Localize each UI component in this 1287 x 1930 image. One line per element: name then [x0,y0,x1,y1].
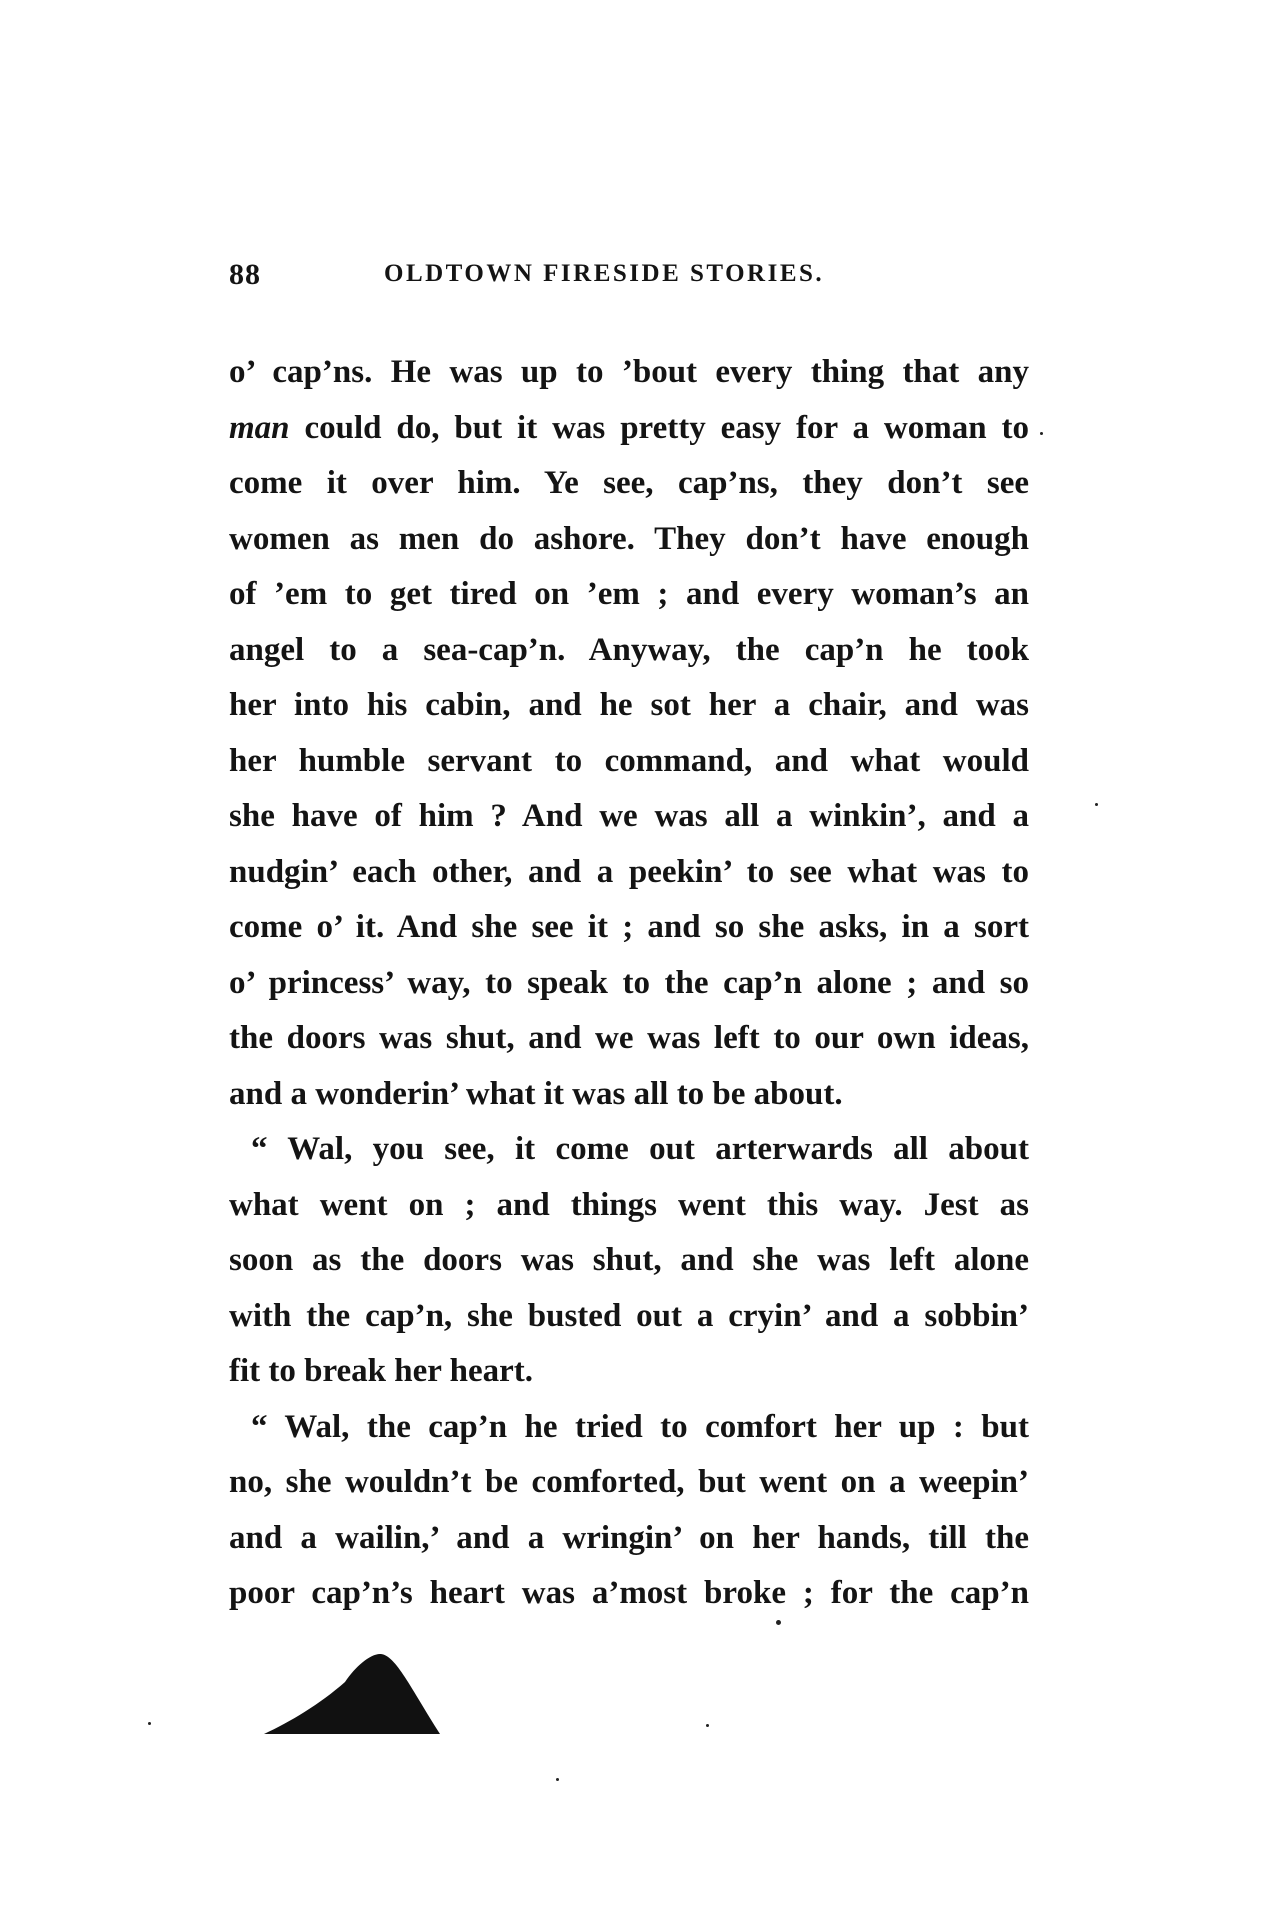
text-line: her humble servant to command, and what would [229,742,1029,779]
text-line: poor cap’n’s heart was a’most broke ; for the cap’n [229,1575,1029,1611]
ink-blot-mark [260,1632,450,1742]
text-line [229,401,1029,457]
body-text [229,345,1029,1622]
ink-speck [1040,432,1043,435]
ink-speck [776,1620,781,1625]
text-line: with the cap’n, she busted out a cryin’ and a sobbin’ [229,1297,1029,1334]
text-line: come it over him. Ye see, cap’ns, they don’t see [229,465,1029,501]
page-header [229,258,1029,298]
text-line: women as men do ashore. They don’t have enough [229,520,1029,557]
text-fragment: could do, but it was pretty easy for a woman to [289,409,1029,446]
page-number: 88 [229,258,261,291]
text-line: angel to a sea-cap’n. Anyway, the cap’n he took [229,631,1029,668]
ink-speck [556,1778,559,1781]
text-line: her into his cabin, and he sot her a chair, and was [229,687,1029,723]
text-line: no, she wouldn’t be comforted, but went on a weepin’ [229,1464,1029,1500]
text-line: she have of him ? And we was all a winkin’, and a [229,798,1029,834]
ink-speck [706,1724,709,1727]
text-line: nudgin’ each other, and a peekin’ to see what was to [229,853,1029,890]
text-line: and a wonderin’ what it was all to be about. [229,1075,843,1112]
text-line: “ Wal, you see, it come out arterwards all about [251,1131,1029,1167]
text-line: “ Wal, the cap’n he tried to comfort her up : but [251,1408,1029,1445]
text-line: of ’em to get tired on ’em ; and every woman’s an [229,576,1029,612]
text-line: come o’ it. And she see it ; and so she asks, in a sort [229,909,1029,945]
text-line: o’ princess’ way, to speak to the cap’n alone ; and so [229,964,1029,1001]
text-line: and a wailin,’ and a wringin’ on her hands, till the [229,1519,1029,1556]
text-line: o’ cap’ns. He was up to ’bout every thing that any [229,354,1029,390]
text-line: the doors was shut, and we was left to our own ideas, [229,1020,1029,1056]
text-line: soon as the doors was shut, and she was left alone [229,1242,1029,1278]
italic-word: man [229,409,290,446]
ink-speck [1095,803,1098,806]
text-line: what went on ; and things went this way. Jest as [229,1186,1029,1223]
running-head: OLDTOWN FIRESIDE STORIES. [384,260,825,287]
text-line: fit to break her heart. [229,1353,533,1389]
ink-speck [148,1722,151,1725]
